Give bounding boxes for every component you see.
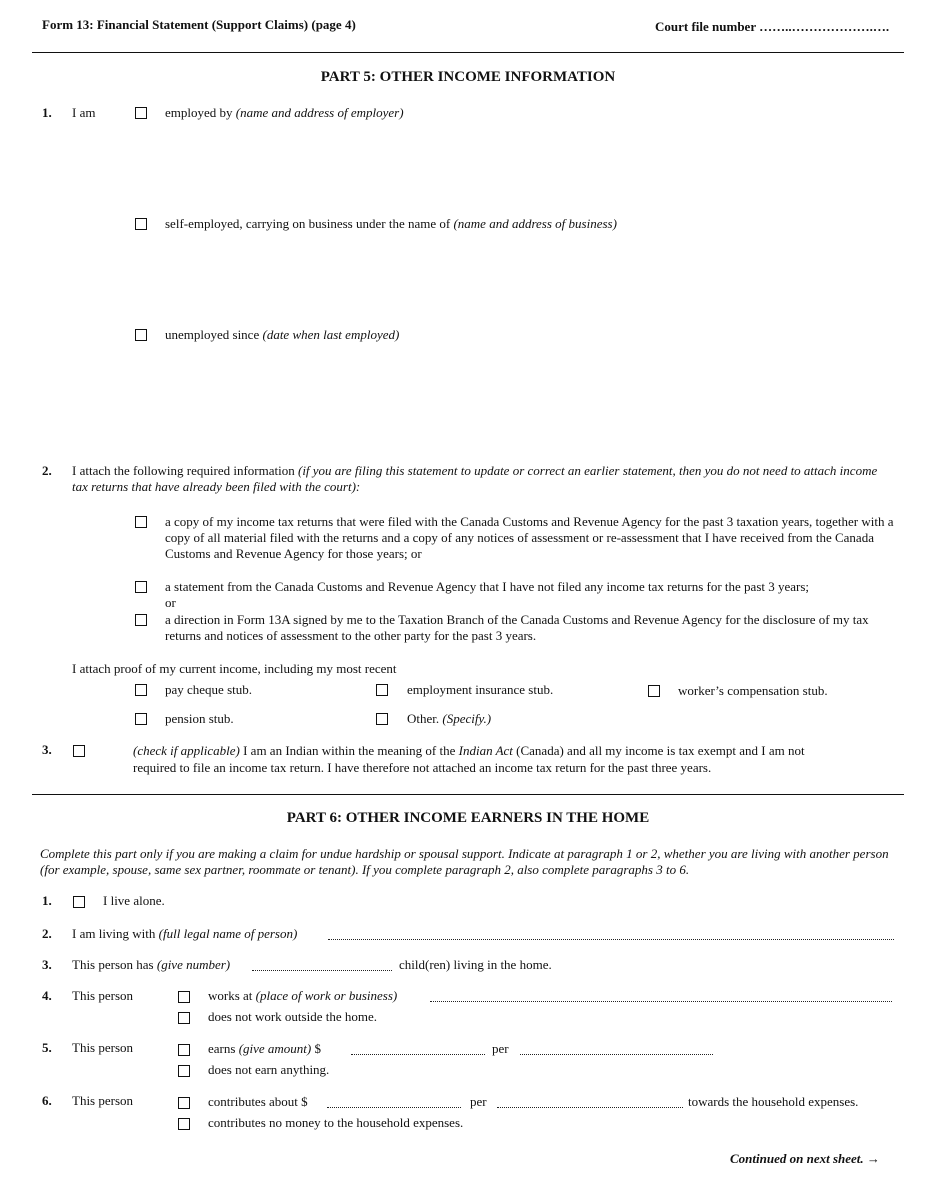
p6-q6-lead: This person	[72, 1093, 134, 1108]
continued-note: Continued on next sheet. →	[730, 1151, 880, 1166]
pension-label: pension stub.	[165, 711, 234, 726]
workers-comp-label: worker’s compensation stub.	[678, 683, 828, 698]
other-label: Other. (Specify.)	[407, 711, 492, 726]
earns-period-field[interactable]	[520, 1054, 713, 1055]
employed-label: employed by (name and address of employer)	[165, 105, 404, 120]
contributes-per-label: per	[470, 1094, 487, 1109]
p5-q1-lead: I am	[72, 105, 96, 120]
p6-q1-number: 1.	[42, 893, 52, 908]
children-tail: child(ren) living in the home.	[399, 957, 552, 972]
earns-checkbox[interactable]	[178, 1044, 190, 1056]
employment-insurance-label: employment insurance stub.	[407, 682, 554, 697]
live-alone-checkbox[interactable]	[73, 896, 85, 908]
form13a-checkbox[interactable]	[135, 614, 147, 626]
unemployed-checkbox[interactable]	[135, 329, 147, 341]
p6-q5-lead: This person	[72, 1040, 134, 1055]
tax-returns-checkbox[interactable]	[135, 516, 147, 528]
children-count-field[interactable]	[252, 970, 392, 971]
p5-q1-number: 1.	[42, 105, 52, 120]
p5-q2-text: I attach the following required information (if you are filing this statement to update or correct an earlier statement, then you do not need to attach income tax returns that have already been filed with the court):	[72, 463, 878, 494]
other-checkbox[interactable]	[376, 713, 388, 725]
p5-q2-number: 2.	[42, 463, 52, 478]
contributes-period-field[interactable]	[497, 1107, 683, 1108]
contributes-label: contributes about $	[208, 1094, 308, 1109]
self-employed-label: self-employed, carrying on business under the name of (name and address of business)	[165, 216, 617, 231]
not-earn-label: does not earn anything.	[208, 1062, 330, 1077]
children-label: This person has (give number)	[72, 957, 231, 972]
contributes-amount-field[interactable]	[327, 1107, 461, 1108]
works-at-field[interactable]	[430, 1001, 892, 1002]
part6-title: PART 6: OTHER INCOME EARNERS IN THE HOME	[286, 810, 650, 826]
tax-returns-label: a copy of my income tax returns that were filed with the Canada Customs and Revenue Agency for the past 3 taxation years, together with a copy of all material filed with the returns and a copy of any notices of assessment or re-assessment that I have received from the Canada Customs and Revenue Agency for those years; or	[165, 514, 894, 561]
not-work-checkbox[interactable]	[178, 1012, 190, 1024]
form13a-label: a direction in Form 13A signed by me to the Taxation Branch of the Canada Customs and Revenue Agency for the disclosure of my tax returns and notices of assessment to the other party for the past 3 years.	[165, 612, 869, 643]
part6-instructions: Complete this part only if you are making a claim for undue hardship or spousal support. Indicate at paragraph 1 or 2, whether you are living with another person (for example, spouse, same sex partner, roommate or tenant). If you complete paragraph 2, also complete paragraphs 3 to 6.	[40, 846, 889, 877]
self-employed-checkbox[interactable]	[135, 218, 147, 230]
court-file-number[interactable]: Court file number ……..……………….….	[655, 19, 890, 34]
live-alone-label: I live alone.	[103, 893, 165, 908]
works-at-label: works at (place of work or business)	[208, 988, 398, 1003]
living-with-field[interactable]	[328, 939, 894, 940]
not-work-label: does not work outside the home.	[208, 1009, 377, 1024]
p6-q4-lead: This person	[72, 988, 134, 1003]
living-with-label: I am living with (full legal name of person)	[72, 926, 298, 941]
part5-title: PART 5: OTHER INCOME INFORMATION	[320, 69, 616, 85]
or-label: or	[165, 595, 176, 610]
p6-q5-number: 5.	[42, 1040, 52, 1055]
employed-checkbox[interactable]	[135, 107, 147, 119]
form-title: Form 13: Financial Statement (Support Claims) (page 4)	[42, 17, 356, 32]
contributes-tail: towards the household expenses.	[688, 1094, 859, 1109]
pay-cheque-label: pay cheque stub.	[165, 682, 253, 697]
unemployed-label: unemployed since (date when last employed)	[165, 327, 400, 342]
p6-q3-number: 3.	[42, 957, 52, 972]
no-money-label: contributes no money to the household expenses.	[208, 1115, 464, 1130]
right-arrow-icon: →	[866, 1151, 880, 1166]
earns-amount-field[interactable]	[351, 1054, 485, 1055]
cra-statement-label: a statement from the Canada Customs and Revenue Agency that I have not filed any income tax returns for the past 3 years;	[165, 579, 810, 594]
indian-act-checkbox[interactable]	[73, 745, 85, 757]
not-earn-checkbox[interactable]	[178, 1065, 190, 1077]
p6-q6-number: 6.	[42, 1093, 52, 1108]
cra-statement-checkbox[interactable]	[135, 581, 147, 593]
earns-per-label: per	[492, 1041, 509, 1056]
indian-act-text: (check if applicable) I am an Indian within the meaning of the Indian Act (Canada) and all my income is tax exempt and I am not	[133, 743, 805, 758]
divider	[32, 794, 904, 795]
pay-cheque-checkbox[interactable]	[135, 684, 147, 696]
proof-income-text: I attach proof of my current income, including my most recent	[72, 661, 397, 676]
pension-checkbox[interactable]	[135, 713, 147, 725]
workers-comp-checkbox[interactable]	[648, 685, 660, 697]
p6-q4-number: 4.	[42, 988, 52, 1003]
earns-label: earns (give amount) $	[208, 1041, 321, 1056]
divider	[32, 52, 904, 53]
p6-q2-number: 2.	[42, 926, 52, 941]
contributes-checkbox[interactable]	[178, 1097, 190, 1109]
works-at-checkbox[interactable]	[178, 991, 190, 1003]
indian-act-text-line2: required to file an income tax return. I have therefore not attached an income tax return for the past three years.	[133, 760, 712, 775]
no-money-checkbox[interactable]	[178, 1118, 190, 1130]
employment-insurance-checkbox[interactable]	[376, 684, 388, 696]
p5-q3-number: 3.	[42, 742, 52, 757]
